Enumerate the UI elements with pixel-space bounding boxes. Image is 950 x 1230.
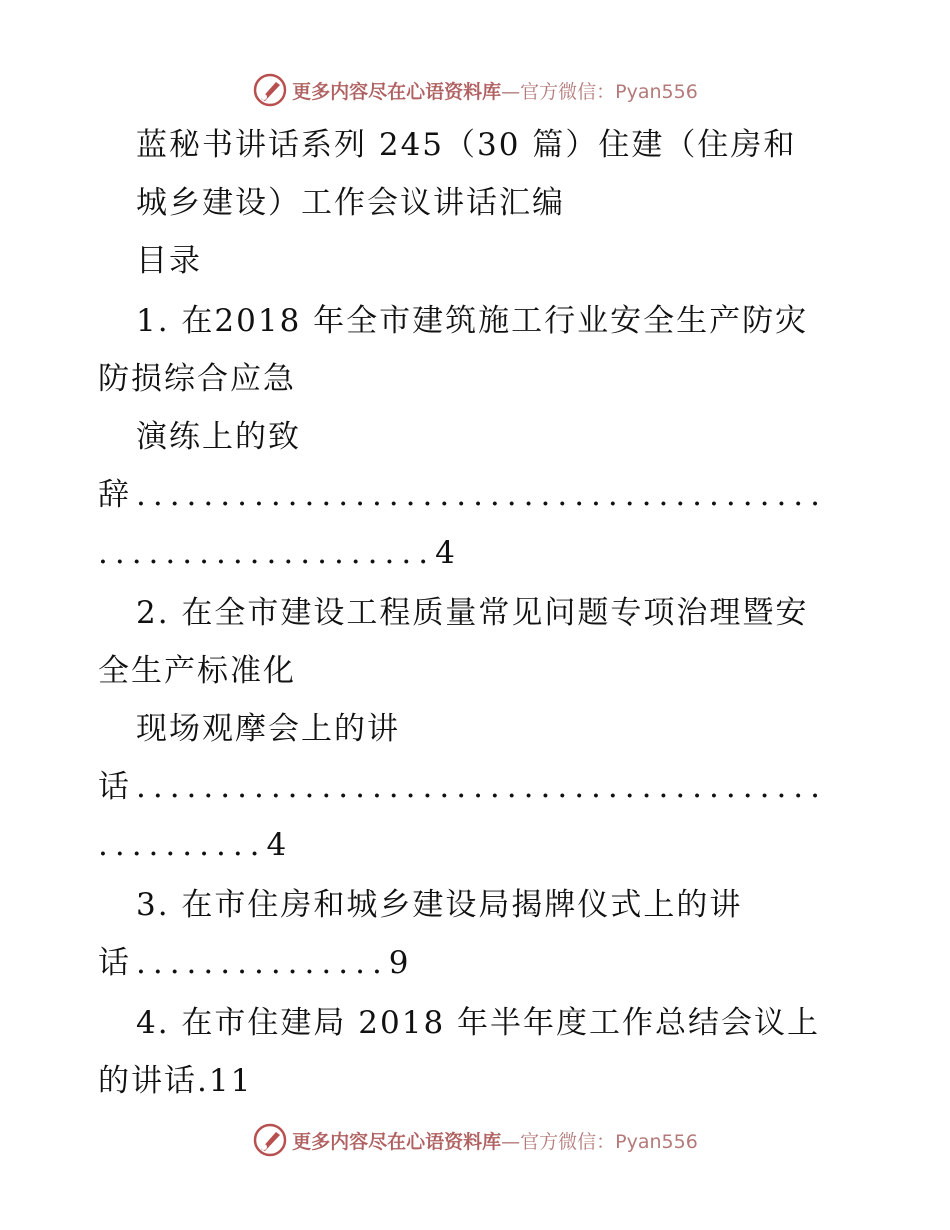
toc-entry-2-line-3: 现场观摩会上的讲 bbox=[136, 711, 400, 747]
toc-heading: 目录 bbox=[136, 243, 202, 279]
toc-entry-2-line-2: 全生产标准化 bbox=[98, 653, 296, 689]
header-banner bbox=[0, 70, 950, 110]
banner-lead: 更多内容尽在心语资料库 bbox=[292, 80, 502, 103]
banner-rest: —官方微信：Pyan556 bbox=[501, 1130, 698, 1153]
toc-entry-2-leader: 话......................................... bbox=[98, 769, 828, 805]
pen-logo-icon bbox=[252, 1122, 288, 1158]
title-line-2: 城乡建设）工作会议讲话汇编 bbox=[136, 185, 565, 221]
toc-entry-2-page: ..........4 bbox=[98, 827, 294, 863]
toc-entry-1-leader: 辞......................................... bbox=[98, 477, 828, 513]
banner-text bbox=[292, 77, 698, 104]
toc-entry-4-line-2: 的讲话.11 bbox=[98, 1063, 253, 1099]
toc-entry-1-line-3: 演练上的致 bbox=[136, 419, 301, 455]
toc-entry-3-line-1: 3. 在市住房和城乡建设局揭牌仪式上的讲 bbox=[136, 887, 743, 923]
banner-rest: —官方微信：Pyan556 bbox=[501, 80, 698, 103]
pen-logo-icon bbox=[252, 72, 288, 108]
title-line-1: 蓝秘书讲话系列 245（30 篇）住建（住房和 bbox=[136, 127, 797, 163]
toc-entry-3-leader: 话...............9 bbox=[98, 945, 416, 981]
toc-entry-1-page: ....................4 bbox=[98, 535, 462, 571]
footer-banner bbox=[0, 1120, 950, 1160]
banner-text bbox=[292, 1127, 698, 1154]
toc-entry-1-line-2: 防损综合应急 bbox=[98, 361, 296, 397]
toc-entry-1-line-1: 1. 在2018 年全市建筑施工行业安全生产防灾 bbox=[136, 303, 809, 339]
banner-lead: 更多内容尽在心语资料库 bbox=[292, 1130, 502, 1153]
toc-entry-2-line-1: 2. 在全市建设工程质量常见问题专项治理暨安 bbox=[136, 595, 809, 631]
toc-entry-4-line-1: 4. 在市住建局 2018 年半年度工作总结会议上 bbox=[136, 1005, 821, 1041]
